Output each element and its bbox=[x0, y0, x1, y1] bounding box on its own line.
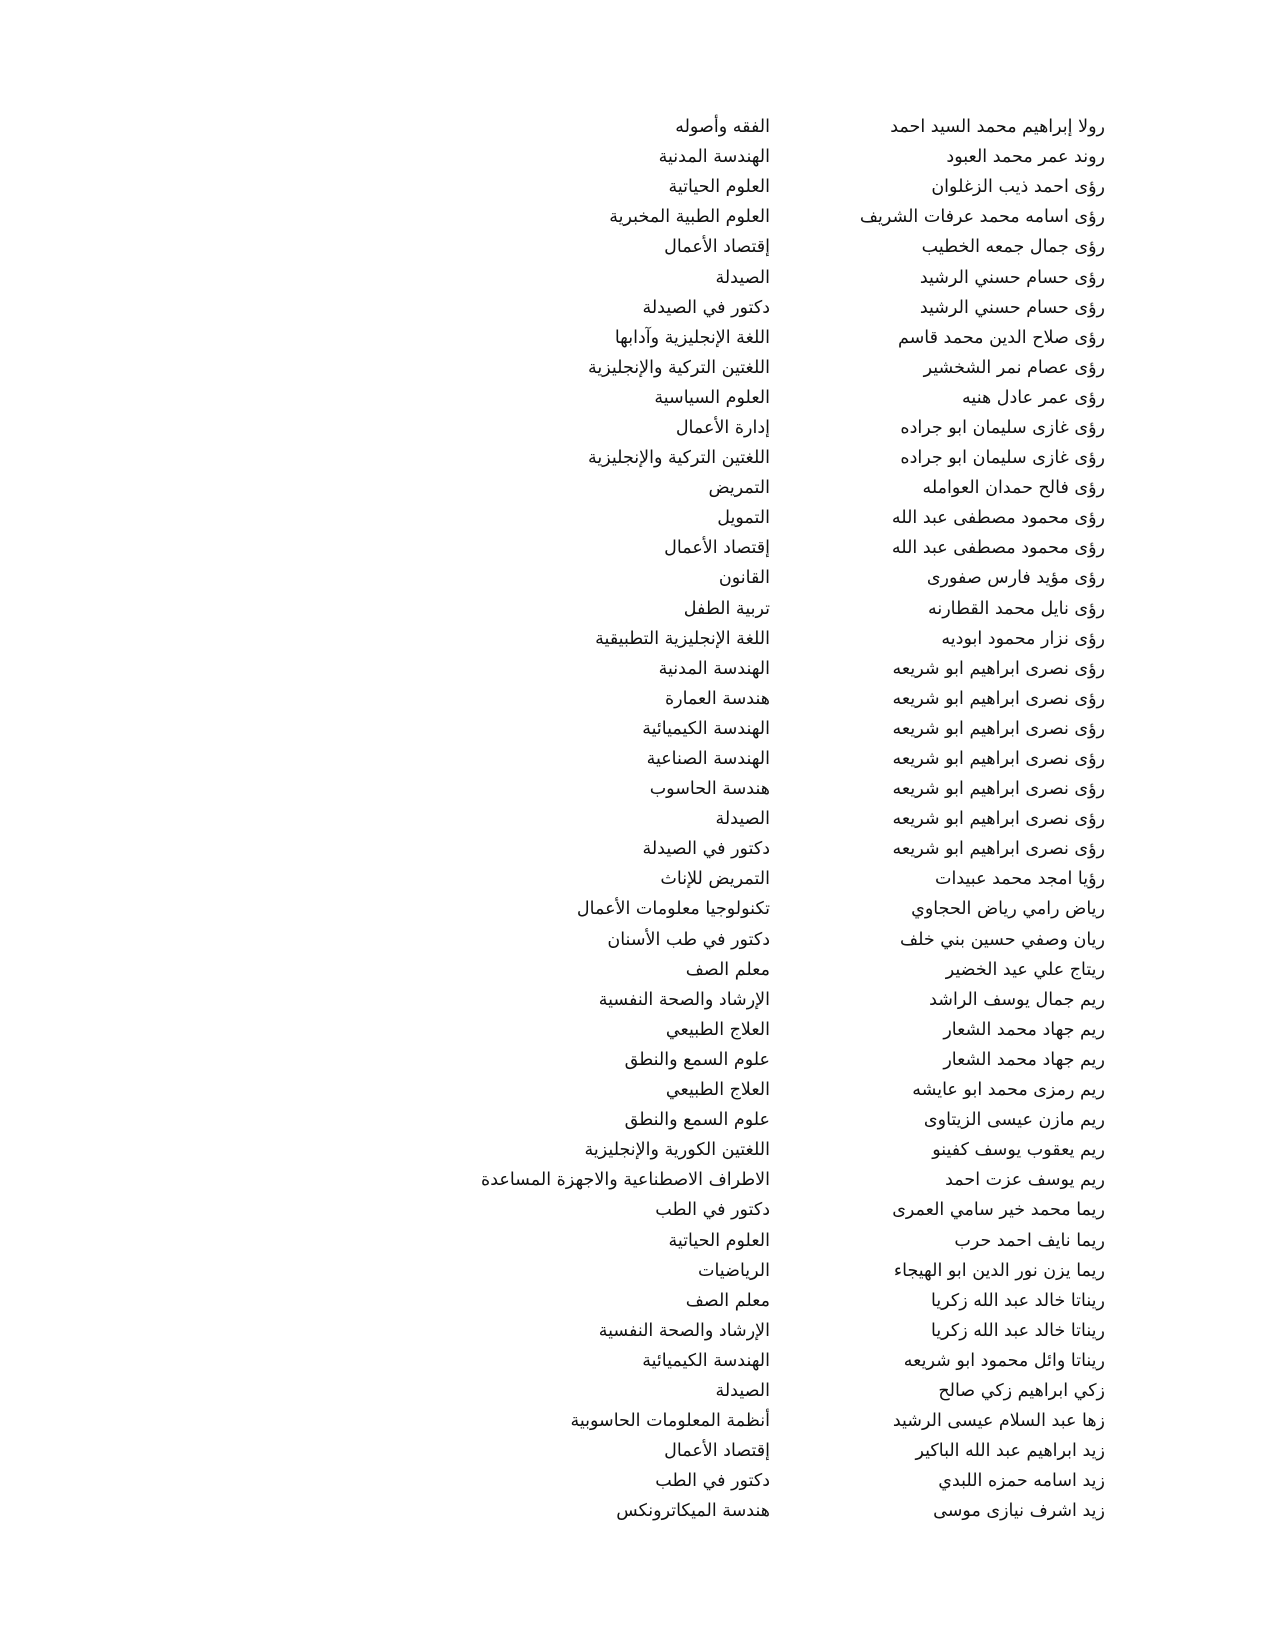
student-name: زيد ابراهيم عبد الله الباكير bbox=[915, 1441, 1105, 1462]
list-item bbox=[455, 172, 1105, 202]
student-name: رؤى مؤيد فارس صفورى bbox=[926, 568, 1105, 589]
student-name: ريتاج علي عيد الخضير bbox=[945, 959, 1105, 980]
list-item bbox=[455, 955, 1105, 985]
student-name: رؤى غازى سليمان ابو جراده bbox=[900, 448, 1105, 469]
major-name: إقتصاد الأعمال bbox=[664, 1441, 770, 1462]
major-name: اللغتين التركية والإنجليزية bbox=[587, 448, 770, 469]
major-name: معلم الصف bbox=[685, 1290, 770, 1311]
student-name: ريما يزن نور الدين ابو الهيجاء bbox=[893, 1260, 1105, 1281]
list-item bbox=[455, 383, 1105, 413]
major-name: دكتور في الصيدلة bbox=[642, 297, 770, 318]
major-name: دكتور في الطب bbox=[655, 1200, 770, 1221]
list-item bbox=[455, 985, 1105, 1015]
student-name: رؤى عصام نمر الشخشير bbox=[923, 357, 1105, 378]
major-name: اللغة الإنجليزية التطبيقية bbox=[595, 628, 770, 649]
list-item bbox=[455, 1346, 1105, 1376]
major-name: دكتور في الطب bbox=[655, 1471, 770, 1492]
major-name: الصيدلة bbox=[715, 809, 770, 830]
major-name: دكتور في الصيدلة bbox=[642, 839, 770, 860]
list-item bbox=[455, 1015, 1105, 1045]
list-item bbox=[455, 1075, 1105, 1105]
student-name: ريم جمال يوسف الراشد bbox=[929, 989, 1105, 1010]
list-item bbox=[455, 774, 1105, 804]
list-item bbox=[455, 112, 1105, 142]
list-item bbox=[455, 202, 1105, 232]
major-name: الهندسة الكيميائية bbox=[642, 1350, 770, 1371]
student-name: رؤى محمود مصطفى عبد الله bbox=[891, 508, 1105, 529]
major-name: العلوم الحياتية bbox=[668, 1230, 770, 1251]
name-major-list bbox=[455, 112, 1105, 1526]
list-item bbox=[455, 1165, 1105, 1195]
major-name: اللغتين الكورية والإنجليزية bbox=[584, 1140, 770, 1161]
major-name: الهندسة الكيميائية bbox=[642, 718, 770, 739]
student-name: ريم رمزى محمد ابو عايشه bbox=[912, 1080, 1105, 1101]
major-name: العلاج الطبيعي bbox=[665, 1080, 770, 1101]
student-name: رؤى جمال جمعه الخطيب bbox=[921, 237, 1105, 258]
major-name: العلوم الطبية المخبرية bbox=[609, 207, 770, 228]
major-name: الإرشاد والصحة النفسية bbox=[598, 1320, 770, 1341]
list-item bbox=[455, 1105, 1105, 1135]
major-name: علوم السمع والنطق bbox=[624, 1110, 770, 1131]
major-name: التمريض للإناث bbox=[660, 869, 770, 890]
student-name: رؤى اسامه محمد عرفات الشريف bbox=[859, 207, 1105, 228]
major-name: إقتصاد الأعمال bbox=[664, 538, 770, 559]
major-name: العلوم السياسية bbox=[654, 387, 770, 408]
major-name: القانون bbox=[718, 568, 770, 589]
major-name: إدارة الأعمال bbox=[675, 417, 770, 438]
major-name: أنظمة المعلومات الحاسوبية bbox=[570, 1411, 770, 1432]
student-name: رؤى نصرى ابراهيم ابو شريعه bbox=[892, 718, 1105, 739]
list-item bbox=[455, 684, 1105, 714]
list-item bbox=[455, 1045, 1105, 1075]
major-name: دكتور في طب الأسنان bbox=[607, 929, 770, 950]
list-item bbox=[455, 1376, 1105, 1406]
list-item bbox=[455, 533, 1105, 563]
student-name: رؤى نصرى ابراهيم ابو شريعه bbox=[892, 839, 1105, 860]
list-item bbox=[455, 142, 1105, 172]
student-name: ريناتا خالد عبد الله زكريا bbox=[931, 1290, 1105, 1311]
list-item bbox=[455, 1225, 1105, 1255]
list-item bbox=[455, 563, 1105, 593]
major-name: الهندسة المدنية bbox=[658, 658, 770, 679]
list-item bbox=[455, 1436, 1105, 1466]
list-item bbox=[455, 1286, 1105, 1316]
list-item bbox=[455, 834, 1105, 864]
student-name: رؤى حسام حسني الرشيد bbox=[919, 297, 1105, 318]
major-name: هندسة العمارة bbox=[664, 688, 770, 709]
student-name: رولا إبراهيم محمد السيد احمد bbox=[890, 117, 1105, 138]
list-item bbox=[455, 293, 1105, 323]
major-name: التمويل bbox=[717, 508, 770, 529]
list-item bbox=[455, 1496, 1105, 1526]
list-item bbox=[455, 594, 1105, 624]
list-item bbox=[455, 353, 1105, 383]
student-name: رؤى فالح حمدان العوامله bbox=[922, 478, 1105, 499]
list-item bbox=[455, 413, 1105, 443]
student-name: روند عمر محمد العبود bbox=[946, 147, 1105, 168]
student-name: ريناتا وائل محمود ابو شريعه bbox=[903, 1350, 1105, 1371]
major-name: اللغة الإنجليزية وآدابها bbox=[614, 327, 770, 348]
student-name: زيد اشرف نيازى موسى bbox=[933, 1501, 1105, 1522]
list-item bbox=[455, 1195, 1105, 1225]
major-name: الإرشاد والصحة النفسية bbox=[598, 989, 770, 1010]
student-name: زيد اسامه حمزه اللبدي bbox=[938, 1471, 1105, 1492]
list-item bbox=[455, 503, 1105, 533]
student-name: رؤى نايل محمد القطارنه bbox=[927, 598, 1105, 619]
list-item bbox=[455, 473, 1105, 503]
list-item bbox=[455, 654, 1105, 684]
student-name: رؤى احمد ذيب الزغلوان bbox=[931, 177, 1105, 198]
major-name: العلاج الطبيعي bbox=[665, 1019, 770, 1040]
student-name: ريم يوسف عزت احمد bbox=[945, 1170, 1105, 1191]
list-item bbox=[455, 925, 1105, 955]
major-name: التمريض bbox=[708, 478, 770, 499]
student-name: ريناتا خالد عبد الله زكريا bbox=[931, 1320, 1105, 1341]
major-name: الهندسة الصناعية bbox=[646, 749, 770, 770]
student-name: ريما نايف احمد حرب bbox=[954, 1230, 1105, 1251]
major-name: الصيدلة bbox=[715, 1380, 770, 1401]
student-name: رياض رامي رياض الحجاوي bbox=[911, 899, 1105, 920]
student-name: رؤى نصرى ابراهيم ابو شريعه bbox=[892, 779, 1105, 800]
student-name: رؤى غازى سليمان ابو جراده bbox=[900, 417, 1105, 438]
list-item bbox=[455, 1316, 1105, 1346]
major-name: علوم السمع والنطق bbox=[624, 1049, 770, 1070]
student-name: رؤى نصرى ابراهيم ابو شريعه bbox=[892, 658, 1105, 679]
major-name: هندسة الميكاترونكس bbox=[616, 1501, 770, 1522]
list-item bbox=[455, 1256, 1105, 1286]
list-item bbox=[455, 1406, 1105, 1436]
student-name: رؤى عمر عادل هنيه bbox=[962, 387, 1105, 408]
list-item bbox=[455, 714, 1105, 744]
list-item bbox=[455, 624, 1105, 654]
student-name: ريم يعقوب يوسف كفينو bbox=[932, 1140, 1105, 1161]
list-item bbox=[455, 443, 1105, 473]
major-name: اللغتين التركية والإنجليزية bbox=[587, 357, 770, 378]
list-item bbox=[455, 744, 1105, 774]
list-item bbox=[455, 262, 1105, 292]
major-name: الهندسة المدنية bbox=[658, 147, 770, 168]
student-name: رؤى صلاح الدين محمد قاسم bbox=[897, 327, 1105, 348]
student-name: زها عبد السلام عيسى الرشيد bbox=[892, 1411, 1105, 1432]
student-name: رؤى نصرى ابراهيم ابو شريعه bbox=[892, 688, 1105, 709]
student-name: رؤى محمود مصطفى عبد الله bbox=[891, 538, 1105, 559]
student-name: ريما محمد خير سامي العمرى bbox=[892, 1200, 1105, 1221]
student-name: رؤى نصرى ابراهيم ابو شريعه bbox=[892, 749, 1105, 770]
student-name: ريم جهاد محمد الشعار bbox=[943, 1019, 1105, 1040]
student-name: ريم مازن عيسى الزيتاوى bbox=[923, 1110, 1105, 1131]
student-name: رؤى حسام حسني الرشيد bbox=[919, 267, 1105, 288]
list-item bbox=[455, 323, 1105, 353]
major-name: العلوم الحياتية bbox=[668, 177, 770, 198]
student-name: زكي ابراهيم زكي صالح bbox=[938, 1380, 1105, 1401]
list-item bbox=[455, 1466, 1105, 1496]
list-item bbox=[455, 864, 1105, 894]
major-name: الفقه وأصوله bbox=[675, 117, 770, 138]
major-name: معلم الصف bbox=[685, 959, 770, 980]
list-item bbox=[455, 232, 1105, 262]
major-name: الرياضيات bbox=[698, 1260, 770, 1281]
major-name: تكنولوجيا معلومات الأعمال bbox=[576, 899, 770, 920]
major-name: تربية الطفل bbox=[683, 598, 770, 619]
major-name: الصيدلة bbox=[715, 267, 770, 288]
list-item bbox=[455, 1135, 1105, 1165]
student-name: ريان وصفي حسين بني خلف bbox=[899, 929, 1105, 950]
major-name: إقتصاد الأعمال bbox=[664, 237, 770, 258]
list-item bbox=[455, 804, 1105, 834]
major-name: هندسة الحاسوب bbox=[649, 779, 770, 800]
list-item bbox=[455, 894, 1105, 924]
student-name: رؤى نصرى ابراهيم ابو شريعه bbox=[892, 809, 1105, 830]
student-name: رؤيا امجد محمد عبيدات bbox=[934, 869, 1105, 890]
student-name: رؤى نزار محمود ابوديه bbox=[941, 628, 1105, 649]
student-name: ريم جهاد محمد الشعار bbox=[943, 1049, 1105, 1070]
major-name: الاطراف الاصطناعية والاجهزة المساعدة bbox=[481, 1170, 770, 1191]
